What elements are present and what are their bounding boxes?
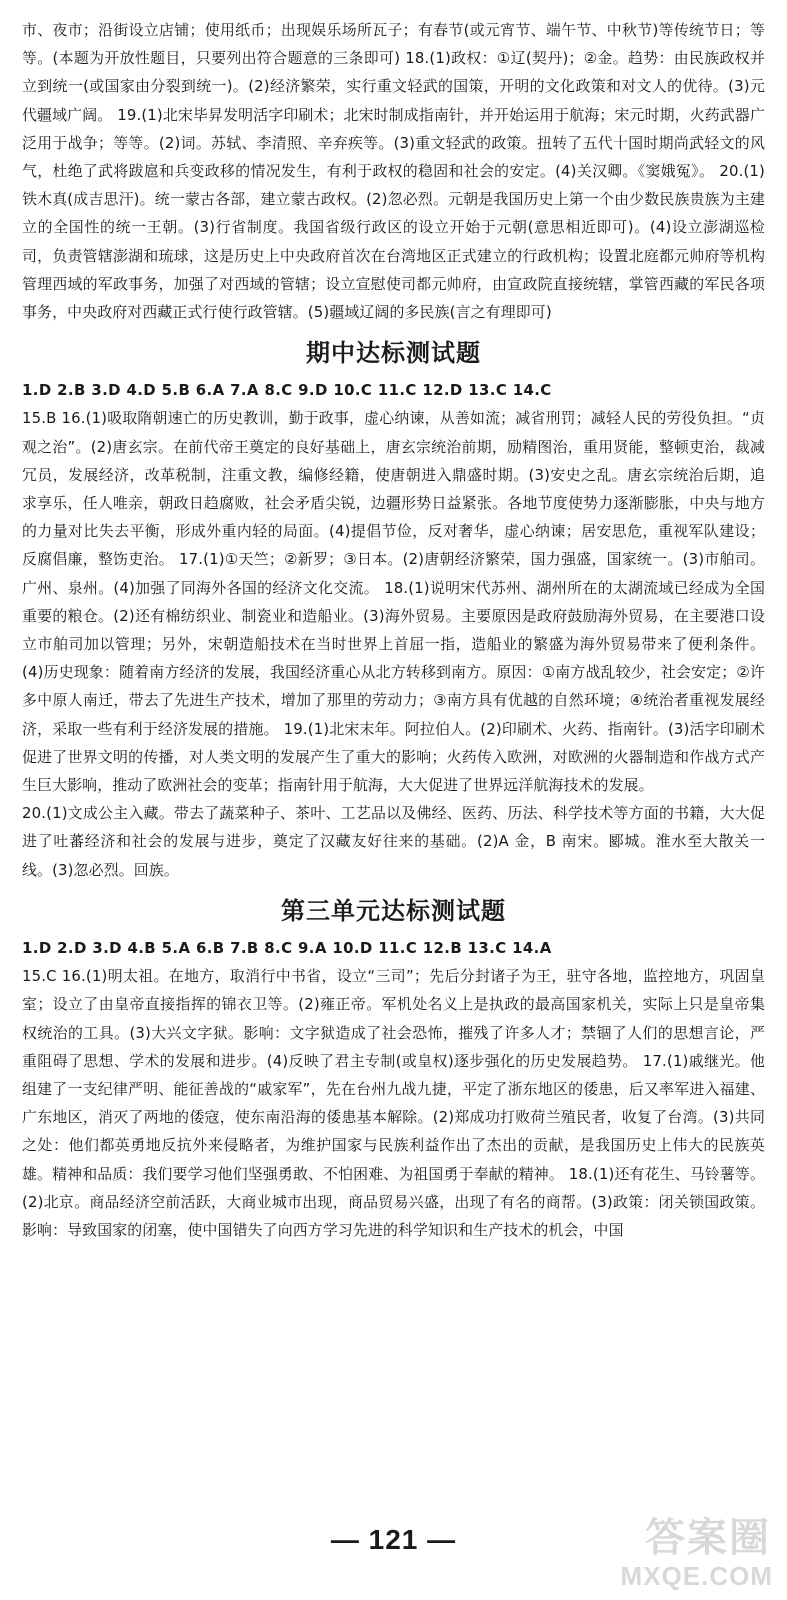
page-number: — 121 — (330, 1524, 457, 1555)
intro-answers-paragraph: 市、夜市；沿街设立店铺；使用纸币；出现娱乐场所瓦子；有春节(或元宵节、端午节、中秋节)等传统节日；等等。(本题为开放性题目，只要列出符合题意的三条即可) 18.(1)政权：①辽(契丹)；②金。趋势：由民族政权并立到统一(或国家由分裂到统一)。(2)经济繁荣，实行重文轻武的国策，开明的文化政策和对文人的优待。(3)元代疆域广阔。 19.(1)北宋毕昇发明活字印刷术；北宋时制成指南针，并开始运用于航海；宋元时期，火药武器广泛用于战争；等等。(2)词。苏轼、李清照、辛弃疾等。(3)重文轻武的政策。扭转了五代十国时期尚武轻文的风气，杜绝了武将跋扈和兵变政移的情况发生，有利于政权的稳固和社会的安定。(4)关汉卿。《窦娥冤》。 20.(1)铁木真(成吉思汗)。统一蒙古各部，建立蒙古政权。(2)忽必烈。元朝是我国历史上第一个由少数民族贵族为主建立的全国性的统一王朝。(3)行省制度。我国省级行政区的设立开始于元朝(意思相近即可)。(4)设立澎湖巡检司，负责管辖澎湖和琉球，这是历史上中央政府首次在台湾地区正式建立的行政机构；设置北庭都元帅府等机构管理西域的军政事务，加强了对西域的管辖；设立宣慰使司都元帅府，由宣政院直接统辖，掌管西藏的军民各项事务，中央政府对西藏正式行使行政管辖。(5)疆域辽阔的多民族(言之有理即可) (22, 21, 765, 322)
unit3-test-heading: 第三单元达标测试题 (281, 895, 506, 925)
midterm-test-heading: 期中达标测试题 (306, 338, 481, 368)
watermark-logo-text: 答案圈 (645, 1514, 771, 1561)
midterm-choice-answers: 1.D 2.B 3.D 4.D 5.B 6.A 7.A 8.C 9.D 10.C 11.C 12.D 13.C 14.C (22, 381, 552, 400)
unit3-choice-answers: 1.D 2.D 3.D 4.B 5.A 6.B 7.B 8.C 9.A 10.D 11.C 12.B 13.C 14.A (22, 938, 552, 957)
midterm-answers-paragraph: 15.B 16.(1)吸取隋朝速亡的历史教训，勤于政事，虚心纳谏，从善如流；减省刑罚；减轻人民的劳役负担。“贞观之治”。(2)唐玄宗。在前代帝王奠定的良好基础上，唐玄宗统治前期，励精图治，重用贤能，整顿吏治，裁减冗员，发展经济，改革税制，注重文教，编修经籍，使唐朝进入鼎盛时期。(3)安史之乱。唐玄宗统治后期，追求享乐，任人唯亲，朝政日趋腐败，社会矛盾尖锐，边疆形势日益紧张。各地节度使势力逐渐膨胀，中央与地方的力量对比失去平衡，形成外重内轻的局面。(4)提倡节俭，反对奢华，虚心纳谏；居安思危，重视军队建设；反腐倡廉，整饬吏治。 17.(1)①天竺；②新罗；③日本。(2)唐朝经济繁荣，国力强盛，国家统一。(3)市舶司。广州、泉州。(4)加强了同海外各国的经济文化交流。 18.(1)说明宋代苏州、湖州所在的太湖流域已经成为全国重要的粮仓。(2)还有棉纺织业、制瓷业和造船业。(3)海外贸易。主要原因是政府鼓励海外贸易，在主要港口设立市舶司加以管理；另外，宋朝造船技术在当时世界上首屈一指，造船业的繁盛为海外贸易带来了便利条件。(4)历史现象：随着南方经济的发展，我国经济重心从北方转移到南方。原因：①南方战乱较少，社会安定；②许多中原人南迁，带去了先进生产技术，增加了那里的劳动力；③南方具有优越的自然环境；④统治者重视发展经济，采取一些有利于经济发展的措施。 19.(1)北宋末年。阿拉伯人。(2)印刷术、火药、指南针。(3)活字印刷术促进了世界文明的传播，对人类文明的发展产生了重大的影响；火药传入欧洲，对欧洲的火器制造和作战方式产生巨大影响，推动了欧洲社会的变革；指南针用于航海，大大促进了世界远洋航海技术的发展。 (22, 409, 765, 795)
midterm-answers-paragraph-2: 20.(1)文成公主入藏。带去了蔬菜种子、茶叶、工艺品以及佛经、医药、历法、科学技术等方面的书籍，大大促进了吐蕃经济和社会的发展与进步，奠定了汉藏友好往来的基础。(2)A 金，B 南宋。郾城。淮水至大散关一线。(3)忽必烈。回族。 (22, 804, 765, 879)
answer-page (22, 16, 765, 1244)
site-watermark (620, 1504, 777, 1594)
watermark-url: MXQE.COM (620, 1561, 773, 1591)
unit3-answers-paragraph: 15.C 16.(1)明太祖。在地方，取消行中书省，设立“三司”；先后分封诸子为王，驻守各地，监控地方，巩固皇室；设立了由皇帝直接指挥的锦衣卫等。(2)雍正帝。军机处名义上是执政的最高国家机关，实际上只是皇帝集权统治的工具。(3)大兴文字狱。影响：文字狱造成了社会恐怖，摧残了许多人才；禁锢了人们的思想言论，严重阻碍了思想、学术的发展和进步。(4)反映了君主专制(或皇权)逐步强化的历史发展趋势。 17.(1)戚继光。他组建了一支纪律严明、能征善战的“戚家军”，先在台州九战九捷，平定了浙东地区的倭患，后又率军进入福建、广东地区，消灭了两地的倭寇，使东南沿海的倭患基本解除。(2)郑成功打败荷兰殖民者，收复了台湾。(3)共同之处：他们都英勇地反抗外来侵略者，为维护国家与民族利益作出了杰出的贡献，是我国历史上伟大的民族英雄。精神和品质：我们要学习他们坚强勇敢、不怕困难、为祖国勇于奉献的精神。 18.(1)还有花生、马铃薯等。(2)北京。商品经济空前活跃，大商业城市出现，商品贸易兴盛，出现了有名的商帮。(3)政策：闭关锁国政策。影响：导致国家的闭塞，使中国错失了向西方学习先进的科学知识和生产技术的机会，中国 (22, 967, 765, 1239)
